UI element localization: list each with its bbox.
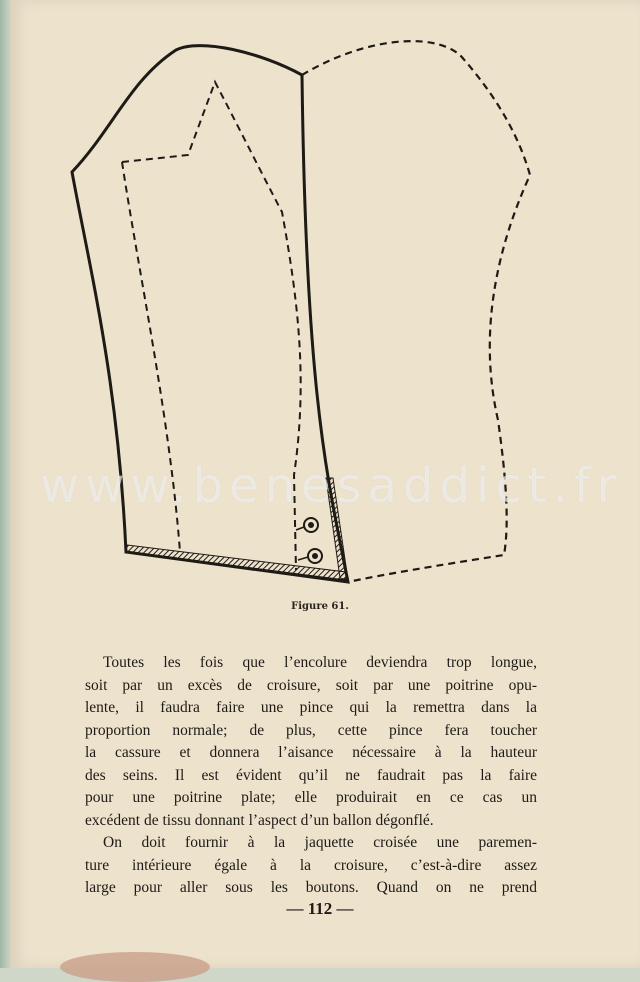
body-text (85, 652, 537, 900)
text-line: ture intérieure égale à la croisure, c’est-à-dire assez (85, 856, 537, 874)
text-line: des seins. Il est évident qu’il ne faudrait pas la faire (85, 766, 537, 784)
text-line: Toutes les fois que l’encolure deviendra trop longue, (103, 654, 537, 671)
text-line: lente, il faudra faire une pince qui la remettra dans la (85, 699, 537, 716)
button-lower-icon (298, 549, 322, 563)
figure-caption: Figure 61. (291, 601, 349, 612)
page-number: — 112 — (286, 899, 354, 918)
text-line: excédent de tissu donnant l’aspect d’un ballon dégonflé. (85, 811, 434, 829)
button-upper-icon (296, 518, 318, 532)
text-line: On doit fournir à la jaquette croisée une paremen- (103, 834, 537, 851)
text-line: pour une poitrine plate; elle produirait en ce cas un (85, 789, 537, 806)
text-line: large pour aller sous les boutons. Quand on ne prend (85, 879, 537, 896)
text-line: soit par un excès de croisure, soit par une poitrine opu- (85, 676, 537, 694)
watermark: www.benesaddict.fr (40, 458, 623, 514)
finger-photo-artifact (60, 952, 210, 982)
text-line: proportion normale; de plus, cette pince fera toucher (85, 721, 537, 739)
text-line: la cassure et donnera l’aisance nécessaire à la hauteur (85, 744, 537, 761)
